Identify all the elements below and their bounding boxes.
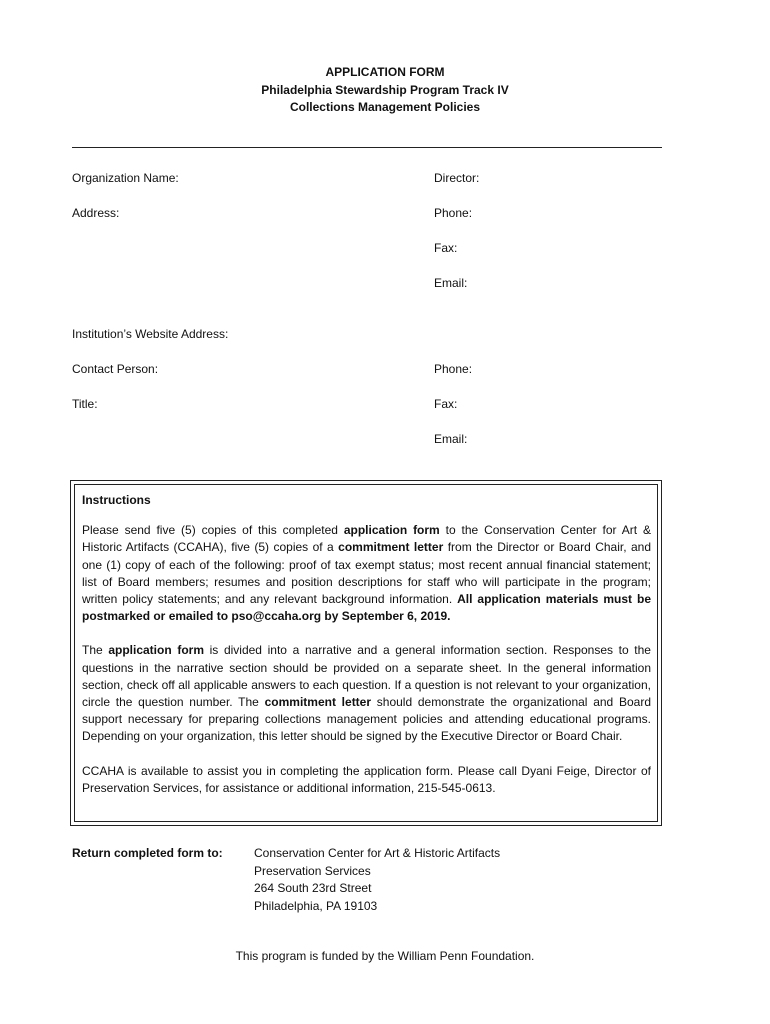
director-email-label: Email: xyxy=(434,276,468,290)
return-label: Return completed form to: xyxy=(72,846,223,860)
return-address-line: 264 South 23rd Street xyxy=(254,881,372,895)
return-address-line: Conservation Center for Art & Historic Artifacts xyxy=(254,846,501,860)
form-header xyxy=(0,64,770,117)
contact-person-label: Contact Person: xyxy=(72,362,159,376)
director-fax-label: Fax: xyxy=(434,241,458,255)
instructions-paragraph-2: The application form is divided into a narrative and a general information section. Responses to the questions in the narrative section should be provided on a separate sheet. In the general information section, check off all applicable answers to each question. If a question is not relevant to your organization, circle the question number. The commitment letter should demonstrate the organizational and Board support necessary for preparing collections management policies and attending educational programs. Depending on your organization, this letter should be signed by the Executive Director or Board Chair. xyxy=(82,643,651,744)
address-label: Address: xyxy=(72,206,120,220)
instructions-paragraph-1: Please send five (5) copies of this completed application form to the Conservation Center for Art & Historic Artifacts (CCAHA), five (5) copies of a commitment letter from the Director or Board Chair, and one (1) copy of each of the following: proof of tax exempt status; most recent annual financial statement; list of Board members; resumes and position descriptions for staff who will participate in the program; written policy statements; and any relevant background information. All application materials must be postmarked or emailed to pso@ccaha.org by September 6, 2019. xyxy=(82,523,651,624)
instructions-box-inner xyxy=(74,484,658,822)
organization-name-label: Organization Name: xyxy=(72,171,179,185)
website-label: Institution’s Website Address: xyxy=(72,327,229,341)
director-phone-label: Phone: xyxy=(434,206,473,220)
form-title: APPLICATION FORM xyxy=(325,65,445,79)
program-subtitle: Collections Management Policies xyxy=(289,100,481,114)
instructions-heading: Instructions xyxy=(82,493,151,507)
director-label: Director: xyxy=(434,171,480,185)
contact-phone-label: Phone: xyxy=(434,362,473,376)
instructions-paragraph-3: CCAHA is available to assist you in completing the application form. Please call Dyani Feige, Director of Preservation Services, for assistance or additional information, 215-545-0613. xyxy=(82,763,651,795)
instructions-box xyxy=(70,480,662,826)
header-divider xyxy=(72,147,662,148)
funding-footer: This program is funded by the William Penn Foundation. xyxy=(235,949,535,963)
program-name: Philadelphia Stewardship Program Track IV xyxy=(261,82,509,97)
title-label: Title: xyxy=(72,397,98,411)
contact-email-label: Email: xyxy=(434,432,468,446)
return-address-line: Philadelphia, PA 19103 xyxy=(254,898,378,913)
return-address xyxy=(254,845,500,915)
contact-fax-label: Fax: xyxy=(434,397,458,411)
return-address-line: Preservation Services xyxy=(254,863,371,878)
